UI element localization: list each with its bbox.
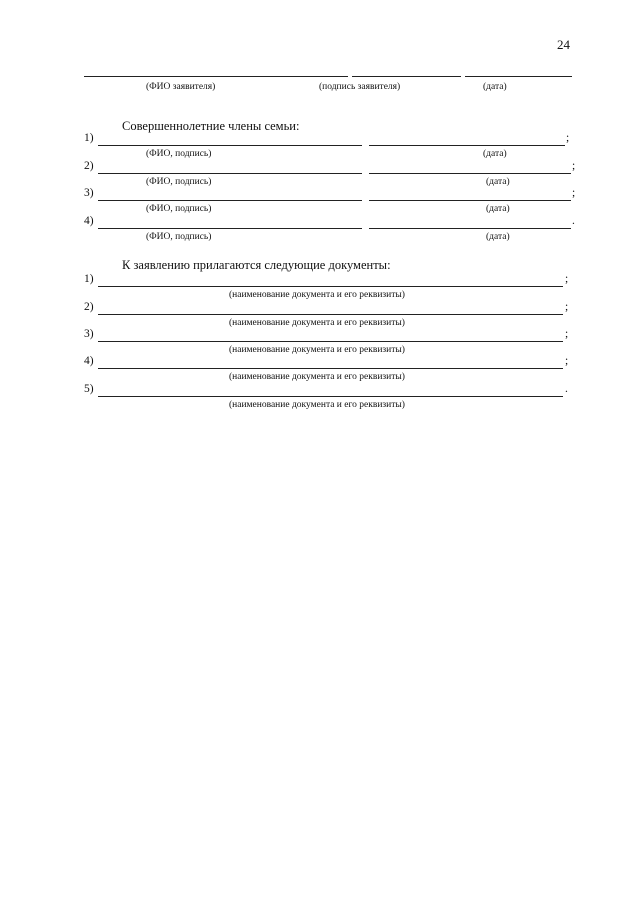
document-caption: (наименование документа и его реквизиты): [229, 290, 405, 300]
applicant-signature-line: [352, 76, 461, 77]
family-date-caption: (дата): [486, 177, 510, 187]
document-row-end: ;: [565, 355, 569, 367]
document-row-number: 1): [84, 273, 94, 285]
document-caption: (наименование документа и его реквизиты): [229, 400, 405, 410]
family-date-line: [369, 173, 571, 174]
family-row-number: 4): [84, 215, 94, 227]
family-fio-caption: (ФИО, подпись): [146, 149, 212, 159]
applicant-date-line: [465, 76, 572, 77]
applicant-signature-caption: (подпись заявителя): [319, 82, 401, 92]
family-fio-caption: (ФИО, подпись): [146, 232, 212, 242]
document-row-number: 5): [84, 383, 94, 395]
document-caption: (наименование документа и его реквизиты): [229, 318, 405, 328]
family-date-caption: (дата): [486, 232, 510, 242]
document-caption: (наименование документа и его реквизиты): [229, 345, 405, 355]
document-row-number: 4): [84, 355, 94, 367]
document-row-end: ;: [565, 273, 569, 285]
document-row-end: .: [565, 383, 568, 395]
documents-heading: К заявлению прилагаются следующие документы:: [122, 258, 391, 272]
document-row-number: 2): [84, 301, 94, 313]
page-number: 24: [557, 37, 570, 52]
family-row-end: .: [572, 215, 575, 227]
document-line: [98, 368, 563, 369]
document-line: [98, 314, 563, 315]
family-row-end: ;: [572, 160, 576, 172]
family-row-number: 3): [84, 187, 94, 199]
document-row-end: ;: [565, 301, 569, 313]
applicant-fio-line: [84, 76, 348, 77]
document-caption: (наименование документа и его реквизиты): [229, 372, 405, 382]
family-fio-line: [98, 173, 362, 174]
family-row-end: ;: [566, 132, 570, 144]
family-fio-caption: (ФИО, подпись): [146, 177, 212, 187]
family-row-number: 2): [84, 160, 94, 172]
family-date-caption: (дата): [483, 149, 507, 159]
document-row-end: ;: [565, 328, 569, 340]
document-row-number: 3): [84, 328, 94, 340]
family-fio-line: [98, 200, 362, 201]
document-line: [98, 341, 563, 342]
document-line: [98, 286, 563, 287]
applicant-date-caption: (дата): [483, 82, 507, 92]
family-heading: Совершеннолетние члены семьи:: [122, 119, 300, 133]
family-row-end: ;: [572, 187, 576, 199]
applicant-fio-caption: (ФИО заявителя): [146, 82, 216, 92]
family-date-line: [369, 200, 571, 201]
family-fio-caption: (ФИО, подпись): [146, 204, 212, 214]
family-row-number: 1): [84, 132, 94, 144]
family-fio-line: [98, 145, 362, 146]
document-line: [98, 396, 563, 397]
family-date-line: [369, 228, 571, 229]
family-date-line: [369, 145, 565, 146]
family-date-caption: (дата): [486, 204, 510, 214]
family-fio-line: [98, 228, 362, 229]
